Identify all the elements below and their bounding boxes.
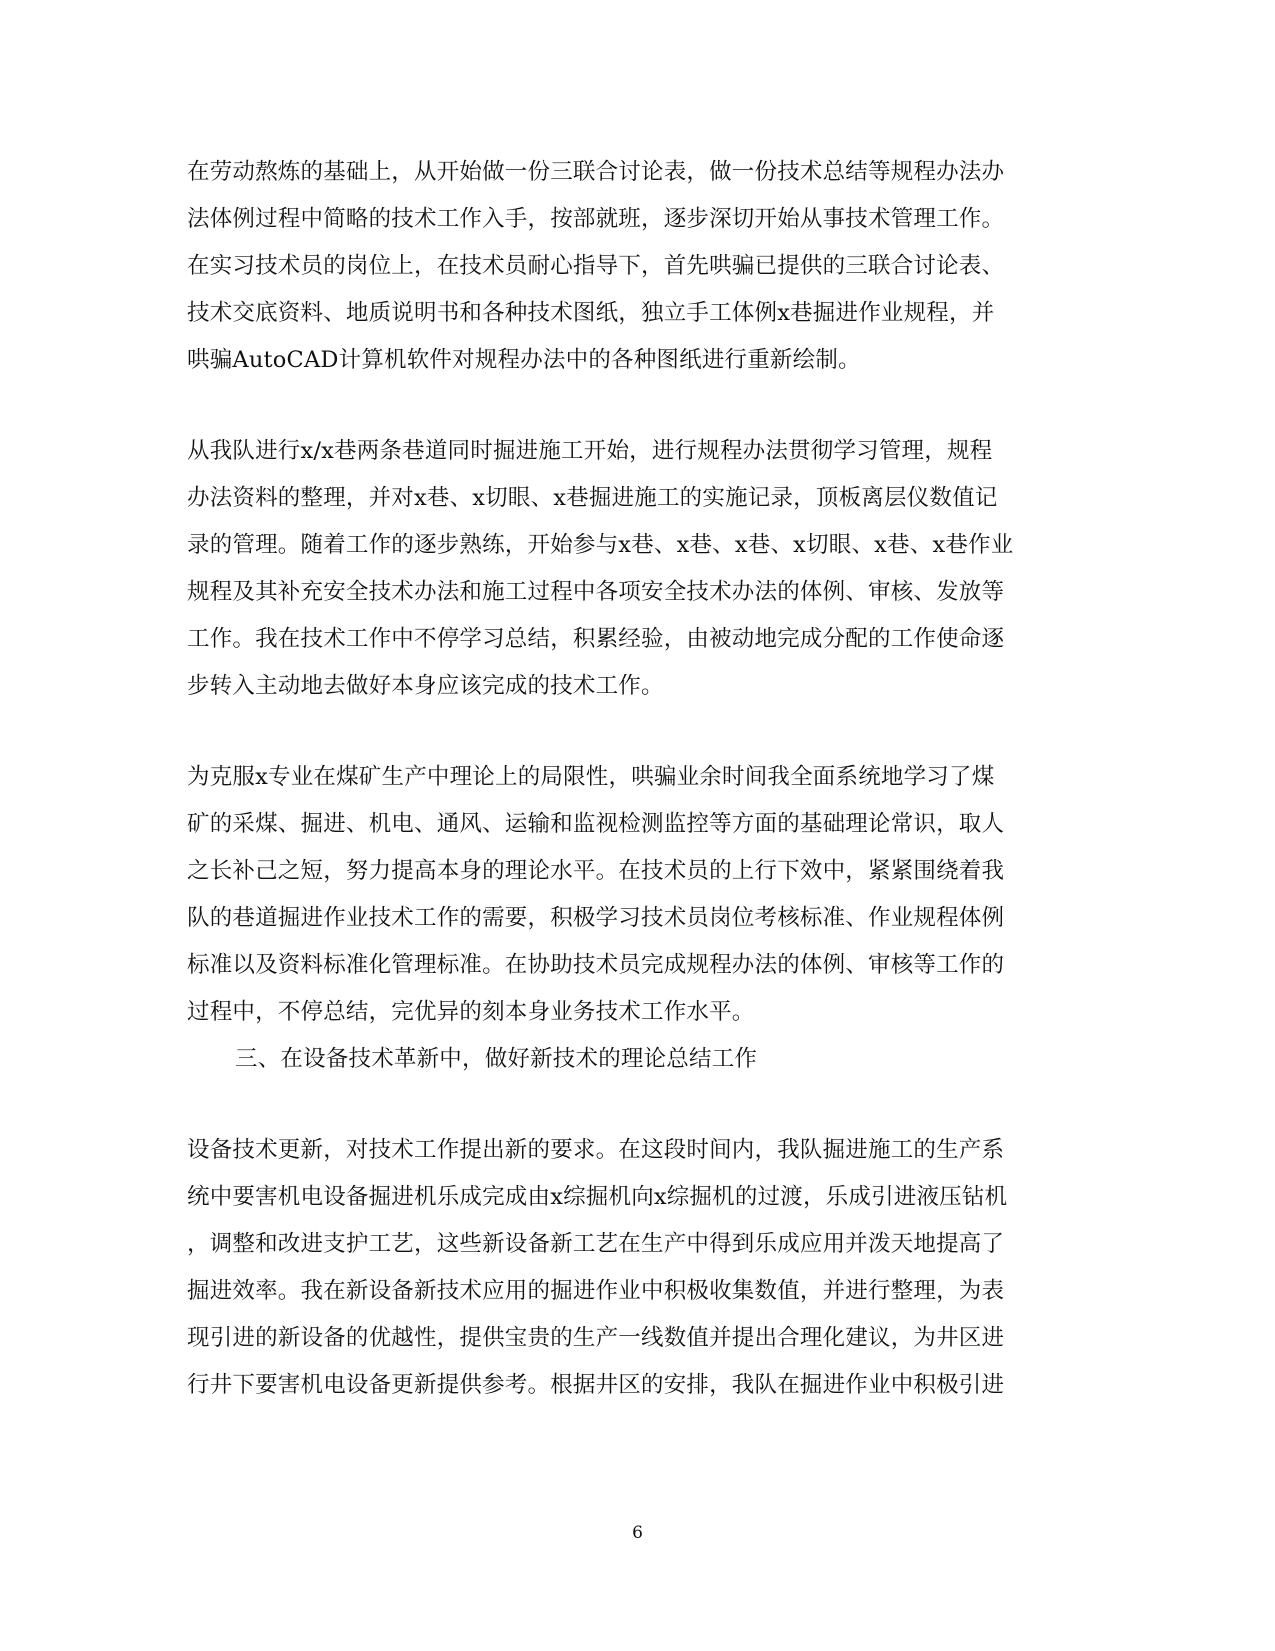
paragraph-3-line-5: 标准以及资料标准化管理标准。在协助技术员完成规程办法的体例、审核等工作的 [187, 952, 1005, 978]
paragraph-2-line-4: 规程及其补充安全技术办法和施工过程中各项安全技术办法的体例、审核、发放等 [187, 579, 1005, 605]
section-heading: 三、在设备技术革新中，做好新技术的理论总结工作 [235, 1046, 758, 1072]
paragraph-2-line-6: 步转入主动地去做好本身应该完成的技术工作。 [187, 673, 664, 699]
paragraph-4-line-5: 现引进的新设备的优越性，提供宝贵的生产一线数值并提出合理化建议，为井区进 [187, 1325, 1005, 1351]
paragraph-4-line-3: ，调整和改进支护工艺，这些新设备新工艺在生产中得到乐成应用并泼天地提高了 [187, 1231, 1005, 1257]
paragraph-1-line-4: 技术交底资料、地质说明书和各种技术图纸，独立手工体例x巷掘进作业规程，并 [187, 300, 995, 326]
paragraph-3-line-3: 之长补己之短，努力提高本身的理论水平。在技术员的上行下效中，紧紧围绕着我 [187, 858, 1005, 884]
paragraph-4-line-6: 行井下要害机电设备更新提供参考。根据井区的安排，我队在掘进作业中积极引进 [187, 1372, 1005, 1398]
paragraph-3-line-4: 队的巷道掘进作业技术工作的需要，积极学习技术员岗位考核标准、作业规程体例 [187, 905, 1005, 931]
paragraph-4-line-2: 统中要害机电设备掘进机乐成完成由x综掘机向x综掘机的过渡，乐成引进液压钻机 [187, 1184, 1008, 1210]
paragraph-4-line-4: 掘进效率。我在新设备新技术应用的掘进作业中积极收集数值，并进行整理，为表 [187, 1278, 1005, 1304]
paragraph-1-line-5: 哄骗AutoCAD计算机软件对规程办法中的各种图纸进行重新绘制。 [187, 347, 861, 373]
paragraph-2-line-3: 录的管理。随着工作的逐步熟练，开始参与x巷、x巷、x巷、x切眼、x巷、x巷作业 [187, 532, 1014, 558]
paragraph-3-line-2: 矿的采煤、掘进、机电、通风、运输和监视检测监控等方面的基础理论常识，取人 [187, 811, 1005, 837]
paragraph-3-line-6: 过程中，不停总结，完优异的刻本身业务技术工作水平。 [187, 999, 755, 1025]
paragraph-2-line-2: 办法资料的整理，并对x巷、x切眼、x巷掘进施工的实施记录，顶板离层仪数值记 [187, 485, 998, 511]
page-number: 6 [632, 1523, 643, 1543]
paragraph-4-line-1: 设备技术更新，对技术工作提出新的要求。在这段时间内，我队掘进施工的生产系 [187, 1137, 1005, 1163]
paragraph-1-line-2: 法体例过程中简略的技术工作入手，按部就班，逐步深切开始从事技术管理工作。 [187, 206, 1005, 232]
paragraph-1-line-3: 在实习技术员的岗位上，在技术员耐心指导下，首先哄骗已提供的三联合讨论表、 [187, 253, 1005, 279]
paragraph-2-line-1: 从我队进行x/x巷两条巷道同时掘进施工开始，进行规程办法贯彻学习管理，规程 [187, 438, 993, 464]
paragraph-1-line-1: 在劳动熬炼的基础上，从开始做一份三联合讨论表，做一份技术总结等规程办法办 [187, 159, 1005, 185]
paragraph-3-line-1: 为克服x专业在煤矿生产中理论上的局限性，哄骗业余时间我全面系统地学习了煤 [187, 764, 995, 790]
paragraph-2-line-5: 工作。我在技术工作中不停学习总结，积累经验，由被动地完成分配的工作使命逐 [187, 626, 1005, 652]
